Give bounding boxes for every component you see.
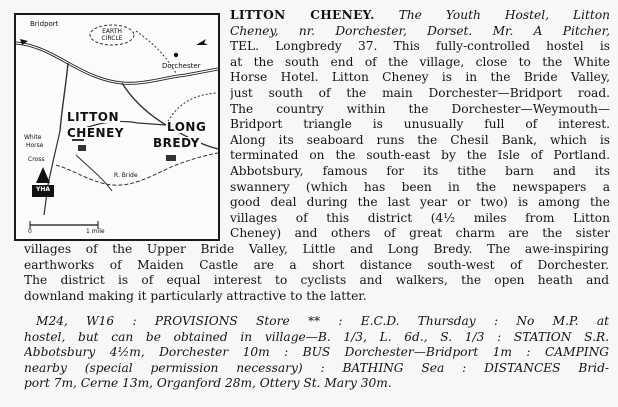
- article-line-1-text: The Youth Hostel, Litton: [374, 8, 610, 22]
- hostel-details: [24, 314, 609, 392]
- details-line-2: hostel, but can be obtained in village—B. 1/3, L. 6d., S. 1/3 : STATION S.R.: [24, 329, 609, 344]
- map-label-hostel: YHA: [36, 186, 51, 193]
- map-label-cross: Cross: [28, 156, 45, 163]
- article-line-15: Cheney) and others of great charm are the sister: [230, 226, 610, 241]
- article-line-9: Along its seaboard runs the Chesil Bank, which is: [230, 132, 610, 147]
- article-line-5: Horse Hotel. Litton Cheney is in the Bride Valley,: [230, 70, 610, 85]
- continuation-line-3: The district is of equal interest to cyclists and walkers, the open heath and: [24, 273, 609, 288]
- details-line-5: port 7m, Cerne 13m, Organford 28m, Ottery St. Mary 30m.: [24, 376, 392, 391]
- details-line-3: Abbotsbury 4½m, Dorchester 10m : BUS Dorchester—Bridport 1m : CAMPING: [24, 345, 609, 360]
- continuation-line-1: villages of the Upper Bride Valley, Little and Long Bredy. The awe-inspiring: [24, 242, 609, 256]
- article-line-8: Bridport triangle is unusually full of interest.: [230, 117, 610, 132]
- hostel-title: LITTON CHENEY.: [230, 8, 375, 22]
- article-line-14: villages of this district (4½ miles from Litton: [230, 210, 610, 225]
- village-block-3: [166, 155, 176, 161]
- article-line-6: just south of the main Dorchester—Bridport road.: [230, 85, 610, 100]
- minor-road-4: [44, 131, 60, 215]
- map-label-horse: Horse: [26, 142, 44, 149]
- map-scale-one-mile: 1 mile: [86, 228, 105, 235]
- map-label-litton: LITTON: [67, 110, 120, 124]
- article-line-4: at the south end of the village, close to the White: [230, 54, 610, 69]
- article-continuation: [24, 242, 609, 304]
- article-line-1: [230, 8, 610, 24]
- map-label-white: White: [24, 134, 42, 141]
- article-line-2: [230, 24, 610, 40]
- map-label-dorchester: Dorchester: [162, 62, 201, 70]
- map-label-cheney: CHENEY: [67, 126, 124, 140]
- map-scale-zero: 0: [28, 228, 32, 235]
- details-line-4: nearby (special permission necessary) : BATHING Sea : DISTANCES Brid-: [24, 360, 609, 375]
- hostel-marker-icon: [36, 167, 50, 183]
- river-bride: [56, 153, 218, 185]
- map-label-earth-circle: EARTH CIRCLE: [101, 28, 123, 42]
- map-label-bredy: BREDY: [153, 136, 200, 150]
- article-line-10: terminated on the south-east by the Isle of Portland.: [230, 148, 610, 163]
- north-arrow-icon: [196, 39, 208, 45]
- article-line-13: good deal during the last year or two) is among the: [230, 195, 610, 210]
- details-line-1: M24, W16 : PROVISIONS Store ** : E.C.D. Thursday : No M.P. at: [36, 314, 609, 328]
- village-block-2: [78, 145, 86, 151]
- map-label-river-bride: R. Bride: [114, 172, 138, 179]
- continuation-line-2: earthworks of Maiden Castle are a short distance south-west of Dorchester.: [24, 257, 609, 272]
- location-map: [14, 13, 220, 241]
- map-label-bridport: Bridport: [30, 20, 59, 28]
- article-line-7: The country within the Dorchester—Weymouth—: [230, 101, 610, 116]
- article-line-3: TEL. Longbredy 37. This fully-controlled hostel is: [230, 39, 610, 54]
- article-line-2-text: Cheney, nr. Dorchester, Dorset. Mr. A Pitcher,: [230, 23, 610, 38]
- article-line-11: Abbotsbury, famous for its tithe barn and its: [230, 163, 610, 178]
- article-column: [230, 8, 610, 242]
- dorchester-arrow-dot: [174, 53, 178, 57]
- minor-road-5: [76, 155, 112, 191]
- map-label-long: LONG: [167, 120, 207, 134]
- article-line-12: swannery (which has been in the newspapers a: [230, 179, 610, 194]
- continuation-line-4: downland making it particularly attractive to the latter.: [24, 288, 367, 303]
